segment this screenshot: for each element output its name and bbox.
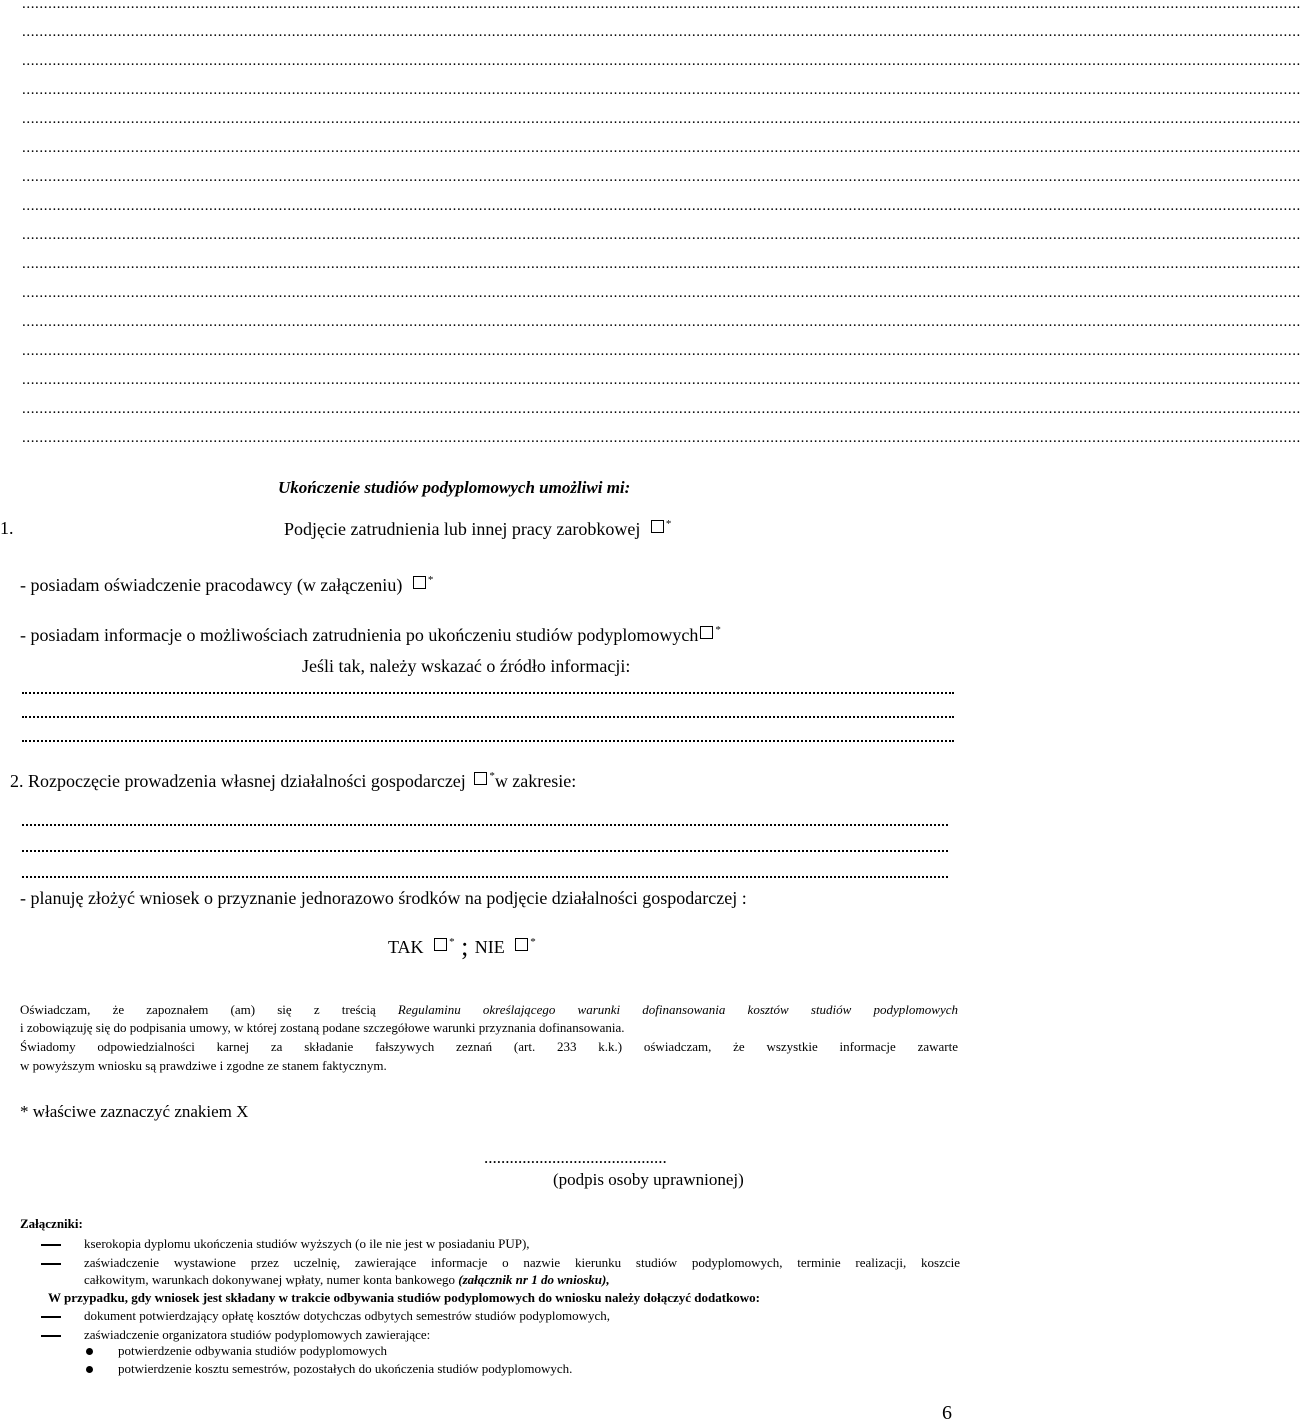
info-source-prompt: Jeśli tak, należy wskazać o źródło informacji: [302,656,631,676]
grant-question: - planuję złożyć wniosek o przyznanie jednorazowo środków na podjęcie działalności gospodarczej : [20,888,747,908]
dotted-line: ...................................................................................................................................................................................................................................................................................................... [22,430,1301,446]
yes-label: TAK [388,937,424,957]
page-number: 6 [942,1402,952,1424]
business-scope-line[interactable] [22,876,948,878]
attachment-organizer-certificate: zaświadczenie organizatora studiów podyplomowych zawierające: [84,1327,431,1342]
attachment-reference: (załącznik nr 1 do wniosku), [458,1272,610,1287]
employer-statement-label: - posiadam oświadczenie pracodawcy (w załączeniu) [20,575,403,595]
info-source-line[interactable] [22,692,954,694]
yes-no-row [388,932,536,962]
checkbox-no[interactable] [515,938,528,951]
section-heading: Ukończenie studiów podyplomowych umożliwi mi: [278,478,631,497]
dash-bullet [41,1316,61,1318]
footnote-star: * [715,624,721,636]
in-progress-heading: W przypadku, gdy wniosek jest składany w trakcie odbywania studiów podyplomowych do wniosku należy dołączyć dodatkowo: [48,1290,760,1305]
dotted-line: ...................................................................................................................................................................................................................................................................................................... [22,285,1301,301]
item-2-label: 2. Rozpoczęcie prowadzenia własnej działalności gospodarczej [10,771,466,791]
attachment-university-certificate-cont [84,1272,610,1288]
dotted-line: ...................................................................................................................................................................................................................................................................................................... [22,82,1301,98]
dotted-line: ...................................................................................................................................................................................................................................................................................................... [22,256,1301,272]
dotted-line: ...................................................................................................................................................................................................................................................................................................... [22,343,1301,359]
footnote-star: * [530,936,536,948]
dot-bullet [86,1366,93,1373]
item-1-label: Podjęcie zatrudnienia lub innej pracy zarobkowej [284,519,641,539]
item-1-row [284,518,671,540]
item-2-row [10,770,576,792]
signature-caption: (podpis osoby uprawnionej) [553,1170,744,1189]
dot-bullet [86,1348,93,1355]
dotted-line: ...................................................................................................................................................................................................................................................................................................... [22,198,1301,214]
dotted-line: ...................................................................................................................................................................................................................................................................................................... [22,372,1301,388]
dash-bullet [41,1335,61,1337]
dotted-line: ...................................................................................................................................................................................................................................................................................................... [22,53,1301,69]
attachments-title: Załączniki: [20,1216,83,1231]
regulation-title: Regulaminu określającego warunki dofinansowania kosztów studiów podyplomowych [397,1002,958,1017]
dotted-line: ...................................................................................................................................................................................................................................................................................................... [22,401,1301,417]
item-1-number: 1. [0,518,14,538]
info-source-line[interactable] [22,740,954,742]
business-scope-line[interactable] [22,824,948,826]
employment-info-row [20,624,721,646]
attachment-university-certificate: zaświadczenie wystawione przez uczelnię, zawierające informacje o nazwie kierunku studiów podyplomowych, terminie realizacji, koszcie [84,1255,960,1270]
attachment-payment-proof: dokument potwierdzający opłatę kosztów dotychczas odbytych semestrów studiów podyplomowych, [84,1308,611,1323]
footnote-star: * [427,574,434,586]
requirement-remaining-cost: potwierdzenie kosztu semestrów, pozostałych do ukończenia studiów podyplomowych. [118,1361,573,1376]
info-source-line[interactable] [22,716,954,718]
declaration-line-3: Świadomy odpowiedzialności karnej za składanie fałszywych zeznań (art. 233 k.k.) oświadczam, że wszystkie informacje zawarte [20,1039,958,1054]
employer-statement-row [20,574,433,596]
checkbox-employer-statement[interactable] [413,576,426,589]
checkbox-employment[interactable] [651,520,664,533]
dotted-line: ...................................................................................................................................................................................................................................................................................................... [22,140,1301,156]
attachment-text: całkowitym, warunkach dokonywanej wpłaty, numer konta bankowego [84,1272,459,1287]
dotted-line: ...................................................................................................................................................................................................................................................................................................... [22,0,1301,12]
declaration-line-4: w powyższym wniosku są prawdziwe i zgodne ze stanem faktycznym. [20,1058,387,1073]
dotted-line: ...................................................................................................................................................................................................................................................................................................... [22,227,1301,243]
attachment-diploma: kserokopia dyplomu ukończenia studiów wyższych (o ile nie jest w posiadaniu PUP), [84,1236,530,1251]
requirement-attendance: potwierdzenie odbywania studiów podyplomowych [118,1343,387,1358]
footnote-star: * [489,770,495,782]
separator: ; [461,932,469,961]
business-scope-line[interactable] [22,850,948,852]
signature-line[interactable]: ........................................... [484,1148,667,1167]
declaration-text: Oświadczam, że zapoznałem (am) się z treścią [20,1002,398,1017]
footnote-star: * [449,936,455,948]
item-2-scope: w zakresie: [494,771,577,791]
checkbox-business[interactable] [474,772,487,785]
dotted-line: ...................................................................................................................................................................................................................................................................................................... [22,24,1301,40]
checkbox-employment-info[interactable] [700,626,713,639]
declaration-line-1 [20,1002,958,1018]
declaration-line-2: i zobowiązuję się do podpisania umowy, w której zostaną podane szczegółowe warunki przyznania dofinansowania. [20,1020,625,1035]
dotted-line: ...................................................................................................................................................................................................................................................................................................... [22,314,1301,330]
employment-info-label: - posiadam informacje o możliwościach zatrudnienia po ukończeniu studiów podyplomowych [20,625,699,645]
dotted-line: ...................................................................................................................................................................................................................................................................................................... [22,169,1301,185]
dash-bullet [41,1244,61,1246]
no-label: NIE [474,937,505,957]
footnote-star: * [665,518,672,530]
dash-bullet [41,1263,61,1265]
dotted-line: ...................................................................................................................................................................................................................................................................................................... [22,111,1301,127]
footnote: * właściwe zaznaczyć znakiem X [20,1102,249,1121]
checkbox-yes[interactable] [434,938,447,951]
